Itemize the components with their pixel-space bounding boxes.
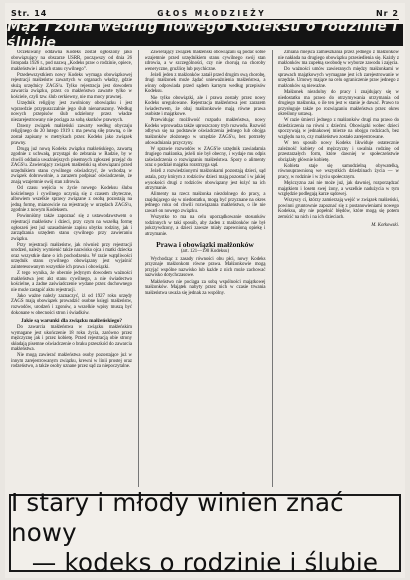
paragraph: Do ważności umów zawieranych między małżonkami w sprawach majątkowych wymagane jest ich zarejestrowanie w urzędzie. Umowy mające na celu ograniczenie praw jednego z małżonków są nieważne.	[278, 67, 399, 89]
article-body	[11, 50, 399, 487]
paragraph: Z tego wynika, że obecnie jedynym dowodem ważności małżeństwa jest akt stanu cywilnego, a nie świadectwo kościelne, a żadne zaświadczenie wydane przez duchownego nie może zastąpić aktu rejestracji.	[11, 271, 132, 293]
paragraph: Wszyscy ci, którzy zamierzają wejść w związek małżeński, powinni gruntownie zapoznać się z postanowieniami nowego Kodeksu, aby nie popełnić błędów, które mogą się potem zemścić na nich i na ich dzieciach.	[278, 198, 399, 221]
author-signature: M. Kotkowski.	[371, 222, 399, 228]
paragraph: Zawierający związek małżeński obowiązani są podać sobie wzajemnie przed urzędnikiem stanu cywilnego swój stan zdrowia, a w szczególności, czy nie chorują na choroby weneryczne, gruźlicę lub psychiczne.	[144, 50, 266, 72]
paragraph: Przy rejestracji małżeństw, jak również przy rejestracji urodzeń, należy wymienić także nazwisko ojca i matki dziecka oraz wszystkie dane o ich pochodzeniu. W razie wątpliwości urzędnik stanu cywilnego obowiązany jest wyjaśnić zainteresowanym wszystkie ich prawa i obowiązki.	[11, 242, 132, 270]
page-number: Str. 14	[11, 9, 48, 18]
column-divider	[138, 50, 139, 487]
column-2	[145, 50, 266, 487]
paragraph: Małżonek niezdolny do pracy i znajdujący się w niedostatku ma prawo do otrzymywania utrzymania od drugiego małżonka, o ile ten jest w stanie je dawać. Prawo to przysługuje także po rozwiązaniu małżeństwa przez okres określony ustawą.	[278, 90, 399, 118]
paragraph: Jako ważne należy zaznaczyć, iż od 1927 roku urzędy ZAGS mają obowiązek prowadzić osobne księgi małżeństw, rozwodów, urodzeń i zgonów, a wszelkie wpisy muszą być dokonane w obecności stron i świadków.	[11, 293, 132, 316]
paragraph: Urzędnik religijny jest zwolniony obowiązku i jest wprawdzie przypuszczalnie jego ślub nienaruszony. Według nowych przepisów ślub udzielony przez władze niezarejestrowany nie pociąga za sobą skutków prawnych.	[11, 101, 132, 123]
paragraph: Przewidując możliwość rozpadu małżeństwa, nowy Kodeks wprowadza także uproszczony tryb rozwodu. Rozwód odbywa się na podstawie oświadczenia jednego lub obojga małżonków złożonego w urzędzie ZAGS'u, bez potrzeby udowadniania przyczyny.	[144, 118, 266, 146]
paragraph: W sprawie rozwodów w ZAGS'ie urzędnik zawiadamia drugiego małżonka, jeżeli nie był obecny, i wydaje mu odpis zaświadczenia o rozwiązaniu małżeństwa. Spory o alimenty oraz o podział majątku rozstrzyga sąd.	[144, 146, 266, 169]
section-note: (art. 121—190 Kodeksu)	[180, 249, 230, 255]
paragraph: Drugą już nową Kodeks związku małżeńskiego, zawartą zgodnie z uchwałą, przystąpi do zebrania w Radzie, by w chwili oddania uważniejszych pisemnych zgłoszeń przejąć do ZAGS'u. Zawierający związek małżeński są obowiązani przed urzędnikiem stanu cywilnego oświadczyć, że wchodzą w związek dobrowolnie, a zarazem podpisać oświadczenie, że znają wzajemnie swój stan zdrowia.	[11, 146, 132, 185]
column-divider	[272, 50, 273, 487]
article-title-band	[7, 19, 403, 51]
newspaper-page	[5, 3, 405, 578]
paragraph: Powinniśmy także zapoznać się z ustawodawstwem o rejestracji małżeństw i dzieci, przy czym na wszelką formę ogłoszeń jest już uzasadnienie zapisu ubytku rodziny, jak i zarządzania urzędem stanu cywilnego przy zawieraniu związku.	[11, 214, 132, 242]
slogan-line-2: — kodeks o rodzinie i ślubie	[31, 548, 379, 577]
paragraph: Od czasu wejścia w życie nowego Kodeksu ślubu kościelnego i cywilnego uczynią się z czasem zbyteczne, albowiem wszelkie sprawy związane z osobą pozostają na jedną formę, mianowicie na rejestrację w urzędach ZAGS'u, zgodnie z nowym Kodeksem.	[11, 186, 132, 214]
issue-number: Nr 2	[375, 9, 399, 18]
paragraph: Zmiana miejsca zamieszkania przez jednego z małżonków nie nakłada na drugiego obowiązku przesiedlenia się. Każdy z małżonków ma zupełną swobodę w wyborze zawodu i zajęcia.	[278, 50, 399, 67]
paragraph: Nie mogą zawierać małżeństwa osoby pozostające już w innym zarejestrowanym związku, krewni w linii prostej oraz rodzeństwo, a także osoby uznane przez sąd za niepoczytalne.	[11, 353, 132, 370]
paragraph: Jeżeli jeden z małżonków zataił przed drugim swą chorobę, drugi małżonek może żądać unieważnienia małżeństwa, a winny odpowiada przed sądem karnym według przepisów Kodeksu.	[144, 72, 266, 95]
paragraph: Przedewszystkiem nowy Kodeks wymaga obowiązkowej rejestracji małżeństw zawartych w organach władzy, gdzie służą urzędnicy ZAGS'u. Tylko rejestracja jest dowodem zawarcia związku, przez co małżeństwo zawarte tylko w kościele, czyli tzw. ślub cerkiewny, nie ma mocy prawnej.	[11, 72, 132, 100]
column-3	[278, 50, 399, 487]
column-1	[11, 50, 132, 487]
section-subhead: Jakie są warunki dla związku małżeńskiego?	[20, 318, 123, 325]
paragraph: Oczekiwany oddawna Kodeks został ogłoszony jako obowiązujący na obszarze USRR, począwszy od dnia 26 listopada 1926 r., pod nazwą „Kodeks praw o rodzinie, opiece, małżeństwie i aktach stanu cywilnego”.	[11, 50, 132, 72]
article-title: Mąż i żona według nowego Kodeksu o rodzinie i ślubie	[7, 19, 398, 51]
section-title: Prawa i obowiązki małżonków	[156, 240, 254, 250]
newspaper-name: GŁOS MŁODZIEŻY	[157, 9, 267, 18]
paragraph: Alimenty na rzecz małżonka niezdolnego do pracy, a znajdującego się w niedostatku, mogą być przyznane na okres jednego roku od chwili rozwiązania małżeństwa, o ile nie zawarł on nowego związku.	[144, 192, 266, 214]
slogan-box	[9, 488, 401, 577]
paragraph: Kobieta staje się samodzielną obywatelką, równouprawnioną we wszystkich dziedzinach życia — w pracy, w rodzinie i w życiu społecznym.	[278, 163, 399, 180]
paragraph: Wychodząc z zasady równości obu płci, nowy Kodeks przyznaje małżonkom równe prawa. Małżonkowie mogą przyjąć wspólne nazwisko lub każde z nich może zachować nazwisko dotychczasowe.	[144, 256, 266, 279]
paragraph: W razie śmierci jednego z małżonków drugi ma prawo do dziedziczenia na równi z dziećmi. Obowiązki wobec dzieci spoczywają w jednakowej mierze na obojgu rodzicach, bez względu na to, czy małżeństwo zostało zarejestrowane.	[278, 118, 399, 140]
paragraph: Nie tylko obowiązki, ale i prawa zostały przez nowy Kodeks uregulowane. Rejestracja małżeństwa jest zarazem świadectwem, że obaj małżonkowie mają równe prawa osobiste i majątkowe.	[144, 95, 266, 118]
slogan-line-1: I stary i młody winien znać nowy	[11, 488, 344, 547]
paragraph: Mężczyzna zaś nie może już, jak dawniej, rozporządzać majątkiem i losem swej żony, a wszelkie nadużycia w tym względzie podlegają karze sądowej.	[278, 181, 399, 198]
paragraph: W ten sposób nowy Kodeks likwiduje ostatecznie zależność kobiety od mężczyzny i uwalnia rodzinę od przestarzałych form, które dawniej w społeczeństwie obciążały głównie kobietę.	[278, 141, 399, 163]
paragraph: Jeżeli z rozwiedzionymi małżonkami pozostają dzieci, sąd ustala, przy którym z rodziców dzieci mają pozostać i w jakiej wysokości drugi z rodziców obowiązany jest łożyć na ich utrzymanie.	[144, 169, 266, 192]
paragraph: Dawny związek małżeński zawarty według obyczaju religijnego do 20 lutego 1919 r. ma pewną siłę prawną, o ile został zapisany w metrykach przez Kodeks jako związek prawny.	[11, 123, 132, 146]
paragraph: Do zawarcia małżeństwa w związku małżeńskim wymagane jest ukończenie 18 roku życia, zarówno przez mężczyznę jak i przez kobietę. Przed rejestracją obie strony składają pisemne oświadczenie o braku przeszkód do zawarcia małżeństwa.	[11, 325, 132, 353]
paragraph: Wszystko to ma na celu uporządkowanie stosunków rodzinnych w taki sposób, aby żaden z małżonków nie był pokrzywdzony, a dzieci zawsze miały zapewnioną opiekę i utrzymanie.	[144, 215, 266, 237]
paragraph: Małżeństwo nie pociąga za sobą wspólności majątkowej małżonków. Majątek nabyty przez nich w czasie trwania małżeństwa uważa się jednak za wspólny.	[144, 279, 266, 296]
